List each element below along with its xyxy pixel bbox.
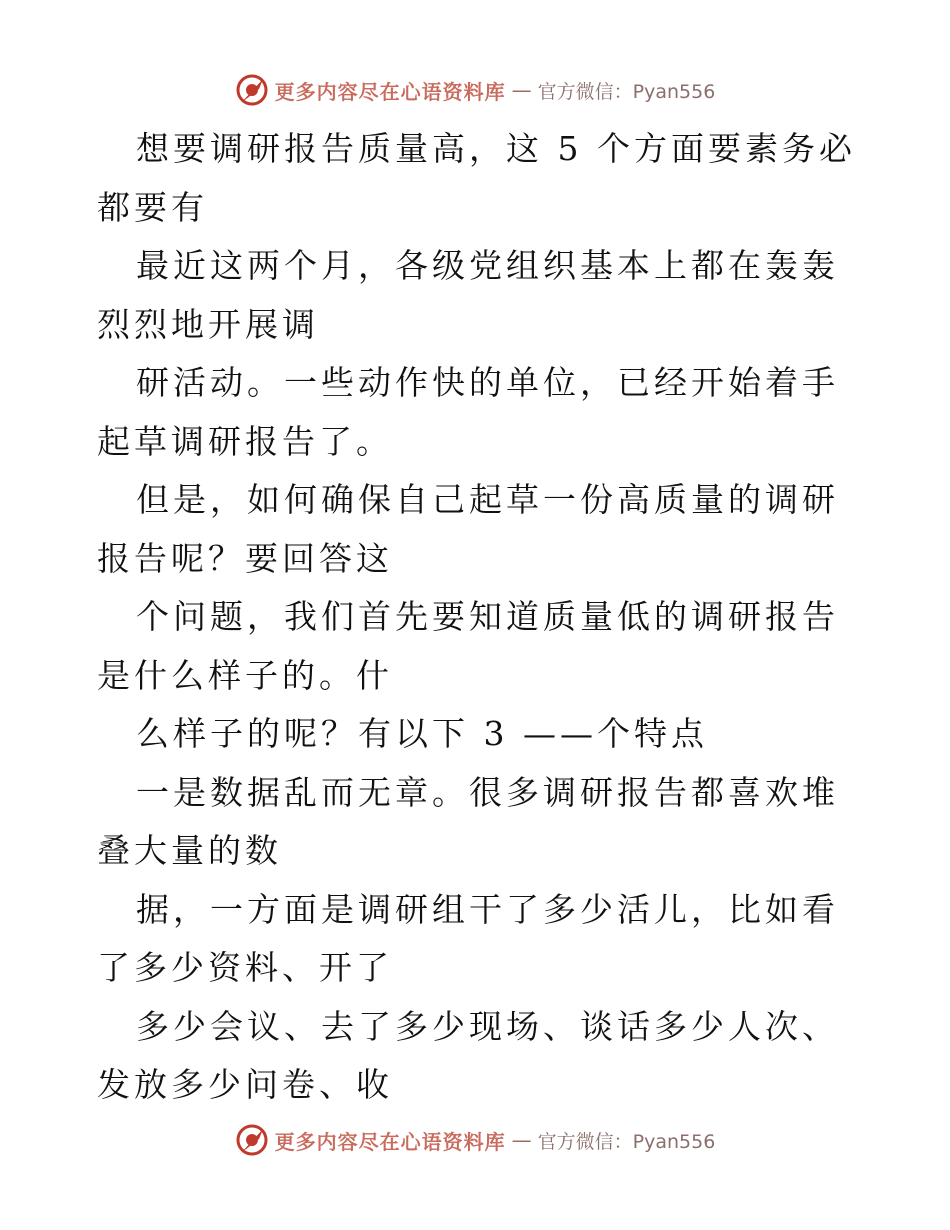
paragraph: 研活动。一些动作快的单位，已经开始着手起草调研报告了。	[97, 363, 839, 461]
paragraph: 个问题，我们首先要知道质量低的调研报告是什么样子的。什	[97, 597, 839, 695]
quill-logo-icon	[235, 1123, 269, 1157]
header-contact-text: 官方微信：Pyan556	[537, 80, 716, 103]
paragraph: 最近这两个月，各级党组织基本上都在轰轰烈烈地开展调	[97, 246, 839, 344]
paragraph: 据，一方面是调研组干了多少活儿，比如看了多少资料、开了	[97, 889, 839, 987]
header-dash: —	[511, 78, 532, 102]
quill-logo-icon	[235, 73, 269, 107]
paragraph: 多少会议、去了多少现场、谈话多少人次、发放多少问卷、收	[97, 1006, 839, 1104]
paragraph: 一是数据乱而无章。很多调研报告都喜欢堆叠大量的数	[97, 772, 839, 870]
paragraph: 么样子的呢？有以下 3 ——个特点	[136, 714, 708, 753]
footer-contact-text: 官方微信：Pyan556	[537, 1130, 716, 1153]
footer-banner	[0, 1120, 950, 1160]
document-body	[97, 120, 867, 1115]
paragraph-title: 想要调研报告质量高，这 5 个方面要素务必都要有	[97, 129, 856, 227]
footer-brand-text: 更多内容尽在心语资料库	[274, 1129, 506, 1154]
footer-dash: —	[511, 1128, 532, 1152]
paragraph: 但是，如何确保自己起草一份高质量的调研报告呢？要回答这	[97, 480, 839, 578]
header-banner	[0, 70, 950, 110]
header-brand-text: 更多内容尽在心语资料库	[274, 79, 506, 104]
